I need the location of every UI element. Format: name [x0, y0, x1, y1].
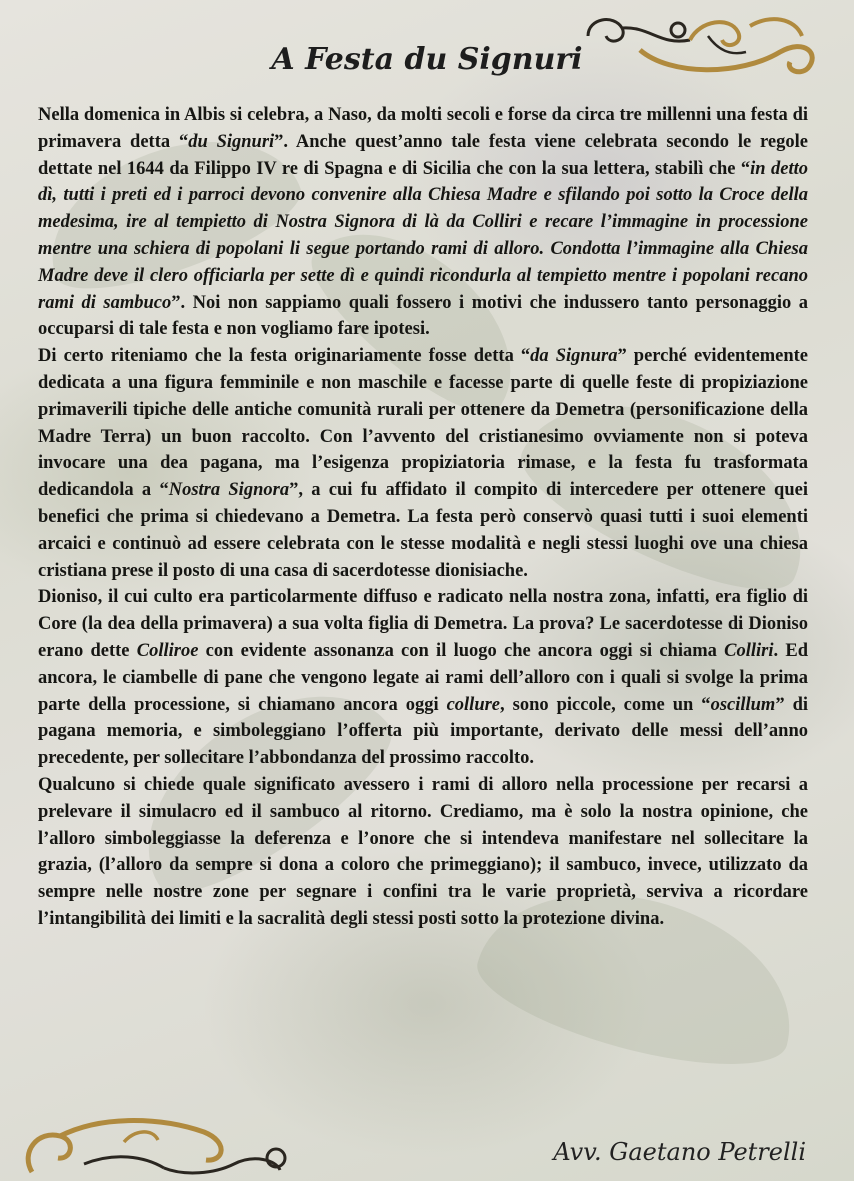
text-run: ” di pagana memoria, e simboleggiano l’offerta più importante, derivato delle messi dell’anno precedente, per sollecitare l’abbondanza del prossimo raccolto.	[38, 694, 808, 769]
italic-text-run: collure	[446, 694, 501, 715]
italic-text-run: da Signura	[530, 346, 618, 367]
italic-text-run: oscillum	[710, 694, 776, 715]
paragraph	[38, 102, 808, 343]
text-run: Qualcuno si chiede quale significato avessero i rami di alloro nella processione per recarsi a prelevare il simulacro ed il sambuco al ritorno. Crediamo, ma è solo la nostra opinione, che l’alloro simboleggiasse la deferenza e l’onore che si intendeva manifestare nel sollecitare la grazia, (l’alloro da sempre si dona a coloro che primeggiano); il sambuco, invece, utilizzato da sempre nelle nostre zone per segnare i confini tra le varie proprietà, serviva a ricordare l’intangibilità dei limiti e la sacralità degli stessi posti sotto la protezione divina.	[38, 774, 808, 929]
author-signature: Avv. Gaetano Petrelli	[553, 1138, 806, 1166]
text-run: con evidente assonanza con il luogo che ancora oggi si chiama	[198, 640, 725, 661]
text-run: Di certo riteniamo che la festa originariamente fosse detta “	[38, 346, 531, 367]
text-run: ”. Noi non sappiamo quali fossero i motivi che indussero tanto personaggio a occuparsi di tale festa e non vogliamo fare ipotesi.	[38, 292, 808, 340]
text-run: . Ed ancora, le ciambelle di pane che vengono legate ai rami dell’alloro con i quali si svolge la prima parte della processione, si chiamano ancora oggi	[38, 640, 808, 715]
text-run: ”. Anche quest’anno tale festa viene celebrata secondo le regole dettate nel 1644 da Filippo IV re di Spagna e di Sicilia che con la sua lettera, stabilì che “	[38, 131, 808, 179]
text-run: , sono piccole, come un “	[500, 694, 711, 715]
italic-text-run: du Signuri	[188, 131, 275, 152]
paragraph	[38, 343, 808, 584]
text-run: Dioniso, il cui culto era particolarmente diffuso e radicato nella nostra zona, infatti, era figlio di Core (la dea della primavera) a sua volta figlia di Demetra. La prova? Le sacerdotesse di Dioniso erano dette	[38, 587, 808, 661]
page-title: A Festa du Signuri	[271, 42, 583, 77]
italic-text-run: Colliri	[724, 640, 774, 661]
italic-text-run: Nostra Signora	[168, 480, 290, 501]
italic-text-run: in detto dì, tutti i preti ed i parroci devono convenire alla Chiesa Madre e sfilando poi sotto la Croce della medesima, ire al tempietto di Nostra Signora di là da Colliri e recare l’immagine in processione mentre una schiera di popolani li segue portando rami di alloro. Condotta l’immagine alla Chiesa Madre deve il clero officiarla per sette dì e quindi ricondurla al tempietto mentre i popolani recano rami di sambuco	[38, 158, 808, 313]
paragraph	[38, 772, 808, 933]
bottom-left-flourish-ornament	[14, 1112, 314, 1181]
italic-text-run: Colliroe	[136, 640, 199, 661]
text-run: ”, a cui fu affidato il compito di intercedere per ottenere quei benefici che prima si chiedevano a Demetra. La festa però conservò quasi tutti i suoi elementi arcaici e continuò ad essere celebrata con le stesse modalità e negli stessi luoghi ove una chiesa cristiana prese il posto di una casa di sacerdotesse dionisiache.	[38, 480, 808, 581]
article-body	[38, 102, 808, 933]
text-run: ” perché evidentemente dedicata a una figura femminile e non maschile e facesse parte di quelle feste di propiziazione primaverili tipiche delle antiche comunità rurali per ottenere da Demetra (personificazione della Madre Terra) un buon raccolto. Con l’avvento del cristianesimo ovviamente non si poteva invocare una dea pagana, ma l’esigenza propiziatoria rimase, e la festa fu trasformata dedicandola a “	[38, 346, 808, 501]
paragraph	[38, 584, 808, 772]
text-run: Nella domenica in Albis si celebra, a Naso, da molti secoli e forse da circa tre millenni una festa di primavera detta “	[38, 105, 808, 152]
